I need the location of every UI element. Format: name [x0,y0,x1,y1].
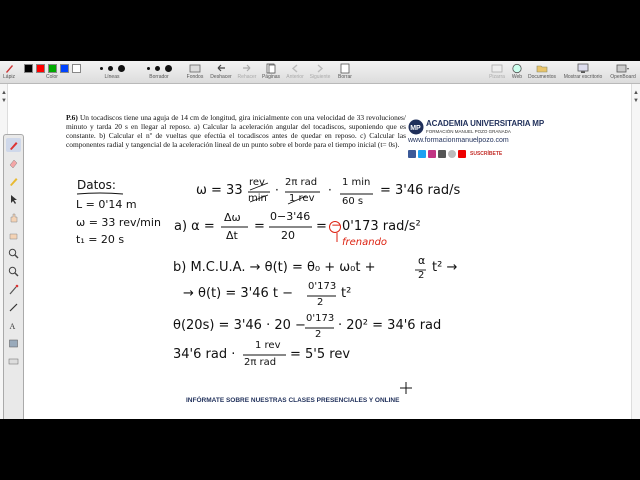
desktop-icon [577,63,589,74]
tool-laser[interactable] [6,282,21,296]
b-tail: t² → [432,260,458,275]
zoom-in-icon [8,248,19,259]
frenando-note: frenando [342,237,388,248]
tool-marker[interactable] [6,174,21,188]
lines-label: Líneas [104,74,120,80]
text-tool-icon [8,320,19,331]
tool-virtual-keyboard[interactable] [6,354,21,368]
alpha-f2-bar [268,225,314,229]
omega-cancel-marks [246,180,272,204]
omega-result: = 3'46 rad/s [380,183,461,198]
clear-label: Borrar [338,74,352,80]
board-mode-button[interactable] [486,61,508,83]
scroll-up-left-icon[interactable]: ▲ [1,90,7,96]
alpha-f1-num: Δω [224,211,241,224]
theta-tail: t² [341,286,352,301]
alpha-equals-1: = [254,219,265,234]
theta-frac-bar [306,294,338,298]
clear-page-icon [339,63,351,74]
omega-dot-2: · [328,183,332,197]
b-frac-den: 2 [418,270,425,281]
tool-pen[interactable] [6,138,21,152]
color-picker[interactable] [18,61,86,83]
academy-title: ACADEMIA UNIVERSITARIA MP [426,119,545,128]
frenando-arrow [332,232,342,244]
redo-label: Rehacer [237,74,257,80]
color-swatch-red[interactable] [36,64,45,73]
b-frac-num: α [418,254,426,267]
undo-icon [215,63,227,74]
alpha-lhs: a) α = [174,219,215,234]
documents-button[interactable] [526,61,558,83]
letterbox-top [0,0,640,61]
omega-lhs: ω = 33 [196,183,243,198]
datos-time: t₁ = 20 s [76,233,125,246]
scroll-up-right-icon[interactable]: ▲ [633,90,639,96]
pages-button[interactable] [260,61,282,83]
rev-frac-bar [242,353,288,357]
redo-button[interactable] [236,61,258,83]
tool-interact[interactable] [6,210,21,224]
line-thin-icon[interactable] [100,67,103,70]
openboard-label: OpenBoard [610,74,636,80]
alpha-minus-sign: − [331,218,342,232]
alpha-f2-den: 20 [281,229,295,242]
footer-info-banner: INFÓRMATE SOBRE NUESTRAS CLASES PRESENCIALES Y ONLINE [186,397,400,404]
theta-den: 2 [317,297,324,308]
alpha-f1-den: Δt [226,229,238,242]
academy-logo [408,119,545,165]
theta-lhs: → θ(t) = 3'46 t − [183,286,294,301]
arrow-left-icon [289,63,301,74]
whiteboard-page[interactable] [0,84,640,419]
pen-icon [4,63,14,74]
openboard-toolbar [0,61,640,84]
eraser-label: Borrador [149,74,169,80]
line-medium-icon[interactable] [108,66,113,71]
academy-subtitle: FORMACIÓN MANUEL POZO GRANADA [426,129,511,134]
pointer-arrow-icon [8,194,19,205]
eraser-large-icon[interactable] [165,65,172,72]
tool-line[interactable] [6,300,21,314]
theta20-den: 2 [315,329,322,340]
line-tool-icon [8,302,19,313]
keyboard-icon [8,356,19,367]
undo-button[interactable] [208,61,234,83]
omega-f2-num: 2π rad [285,177,318,188]
svg-text:MP: MP [410,125,421,132]
documents-label: Documentos [527,74,557,80]
datos-length: L = 0'14 m [76,198,137,211]
show-desktop-label: Mostrar escritorio [563,74,603,80]
stylus-palette [3,134,24,454]
omega-f3-bar [339,192,375,196]
line-width-picker[interactable] [90,61,134,83]
tool-selector[interactable] [6,192,21,206]
backgrounds-icon [189,63,201,74]
theta-num: 0'173 [308,281,337,292]
omega-dot-1: · [275,183,279,197]
alpha-f1-bar [220,225,250,229]
whiteboard-icon [491,63,503,74]
b-mcua-line: b) M.C.U.A. → θ(t) = θ₀ + ω₀t + [173,260,376,275]
previous-page-button[interactable] [284,61,306,83]
crosshair-cursor-icon [400,382,412,394]
youtube-icon [458,150,466,158]
rev-num: 1 rev [255,340,281,351]
datos-underline [76,192,124,196]
tool-zoom-in[interactable] [6,246,21,260]
eraser-medium-icon[interactable] [155,66,160,71]
alpha-equals-2: = [316,219,327,234]
tool-text[interactable] [6,318,21,332]
theta20-num: 0'173 [306,313,335,324]
academy-emblem-icon [408,119,424,135]
eraser-size-picker[interactable] [138,61,180,83]
line-thick-icon[interactable] [118,65,125,72]
instagram-icon [428,150,436,158]
previous-label: Anterior [286,74,304,80]
subscribe-label: SUSCRÍBETE [470,151,503,157]
omega-f1-num: rev [249,177,265,188]
color-swatch-green[interactable] [48,64,57,73]
alpha-f2-num: 0−3'46 [270,210,311,223]
eraser-tool-icon [8,158,19,169]
omega-f1-den: min [248,193,267,204]
color-swatch-black[interactable] [24,64,33,73]
scroll-down-left-icon[interactable]: ▼ [1,98,7,104]
theta20-frac-bar [304,326,336,330]
tool-zoom-out[interactable] [6,264,21,278]
next-label: Siguiente [309,74,331,80]
drag-hand-icon [8,230,19,241]
pen-tool-icon [8,140,19,151]
color-swatch-blue[interactable] [60,64,69,73]
arrow-right-icon [314,63,326,74]
pages-label: Páginas [261,74,281,80]
rev-den: 2π rad [244,357,277,368]
web-mode-button[interactable] [510,61,524,83]
redo-icon [241,63,253,74]
next-page-button[interactable] [308,61,332,83]
academy-url: www.formacionmanuelpozo.com [408,137,509,144]
openboard-menu-button[interactable] [607,61,639,83]
svg-text:A: A [9,321,16,331]
marker-tool-icon [8,176,19,187]
pen-button[interactable] [2,61,16,83]
tool-capture[interactable] [6,336,21,350]
letterbox-bottom [0,419,640,480]
color-swatch-white[interactable] [72,64,81,73]
backgrounds-label: Fondos [186,74,204,80]
b-frac-bar [414,268,428,272]
omega-f2-bar [284,190,324,208]
problem-text: Un tocadiscos tiene una aguja de 14 cm de longitud, gira inicialmente con una velocidad de 33 revoluciones/ minuto y tarda 20 s en llegar al reposo. a) Calcular la aceleración angular del tocadiscos, suponiendo que es constante. b) Calcular el nº de vueltas que efectúa el tocadiscos antes de quedar en reposo. c) Calcular las componentes radial y tangencial de la aceleración lineal de un punto sobre el borde para el tiempo inicial (t= 0s). [66,113,406,150]
board-label: Pizarra [489,74,505,80]
web-label: Web [511,74,523,80]
folder-icon [536,63,548,74]
facebook-icon [408,150,416,158]
openboard-menu-icon [616,63,630,74]
email-icon [438,150,446,158]
datos-omega: ω = 33 rev/min [76,216,161,229]
capture-icon [8,338,19,349]
theta20-tail: · 20² = 34'6 rad [338,318,442,333]
zoom-out-icon [8,266,19,277]
omega-f2-den: 1 rev [289,193,315,204]
color-label: Color [46,74,58,80]
rev-tail: = 5'5 rev [290,347,351,362]
tool-eraser[interactable] [6,156,21,170]
scroll-down-right-icon[interactable]: ▼ [633,98,639,104]
tool-hand[interactable] [6,228,21,242]
social-icons [408,149,502,159]
hand-icon [8,212,19,223]
rev-lhs: 34'6 rad · [173,347,236,362]
pen-label: Lápiz [3,74,15,80]
globe-icon [511,63,523,74]
omega-f3-den: 60 s [342,196,364,207]
omega-f3-num: 1 min [342,177,371,188]
show-desktop-button[interactable] [560,61,606,83]
pages-icon [265,63,277,74]
theta20-lhs: θ(20s) = 3'46 · 20 − [173,318,306,333]
right-scroll-rail[interactable] [631,84,640,419]
laser-pointer-icon [8,284,19,295]
eraser-small-icon[interactable] [147,67,150,70]
bell-icon [448,150,456,158]
problem-statement [66,113,406,149]
clear-button[interactable] [334,61,356,83]
twitter-icon [418,150,426,158]
backgrounds-button[interactable] [184,61,206,83]
datos-title: Datos: [77,178,116,192]
problem-number: P.6) [66,113,78,122]
undo-label: Deshacer [210,74,232,80]
alpha-result: 0'173 rad/s² [342,219,421,234]
